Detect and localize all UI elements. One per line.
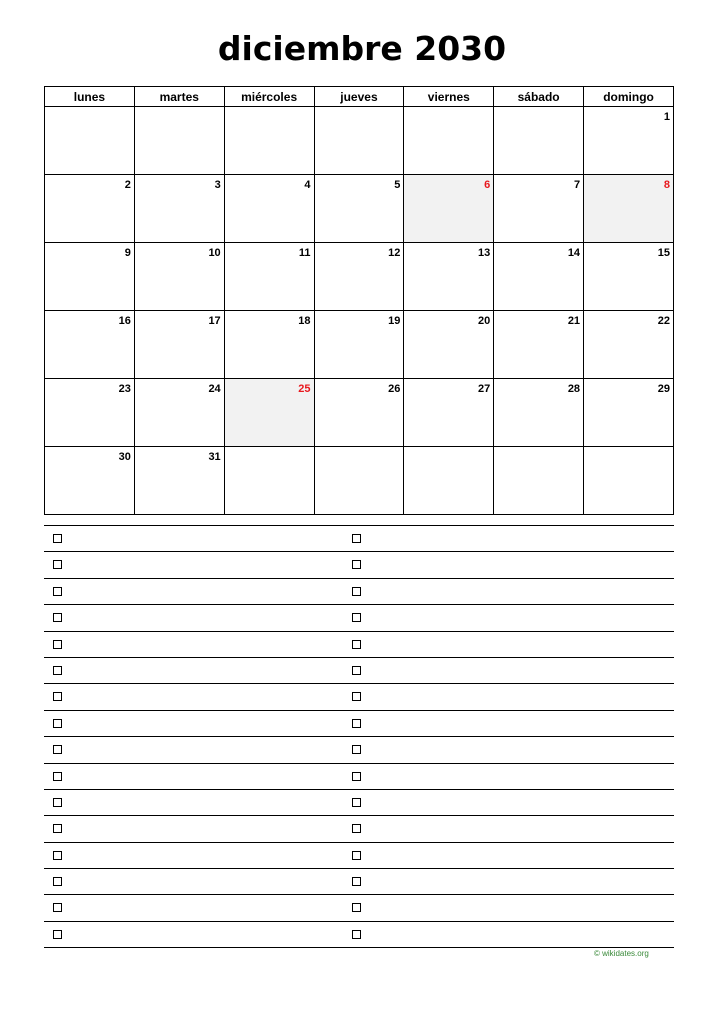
note-row	[44, 815, 674, 841]
empty-day-cell	[494, 447, 584, 515]
day-cell	[494, 243, 584, 311]
empty-day-cell	[404, 107, 494, 175]
checkbox-icon[interactable]	[352, 772, 361, 781]
weekday-header-row	[45, 87, 674, 107]
day-number: 7	[573, 179, 581, 191]
note-row	[44, 710, 674, 736]
weekday-header: miércoles	[224, 87, 314, 107]
checkbox-icon[interactable]	[53, 640, 62, 649]
day-cell	[584, 243, 674, 311]
day-cell	[404, 175, 494, 243]
day-number: 20	[477, 315, 491, 327]
day-number: 4	[304, 179, 311, 191]
day-cell	[134, 175, 224, 243]
checkbox-icon[interactable]	[53, 587, 62, 596]
notes-checklist	[44, 525, 674, 948]
checkbox-icon[interactable]	[53, 745, 62, 754]
day-cell	[494, 311, 584, 379]
week-row	[45, 175, 674, 243]
day-cell	[45, 379, 135, 447]
day-cell	[494, 379, 584, 447]
checkbox-icon[interactable]	[352, 692, 361, 701]
note-row	[44, 868, 674, 894]
day-number: 28	[567, 383, 581, 395]
day-number: 12	[388, 247, 401, 259]
checkbox-icon[interactable]	[352, 534, 361, 543]
day-number: 23	[118, 383, 131, 395]
checkbox-icon[interactable]	[352, 587, 361, 596]
empty-day-cell	[584, 447, 674, 515]
day-number: 31	[208, 451, 221, 463]
empty-day-cell	[224, 447, 314, 515]
empty-day-cell	[314, 447, 404, 515]
day-cell	[584, 379, 674, 447]
checkbox-icon[interactable]	[352, 613, 361, 622]
note-row	[44, 657, 674, 683]
day-number: 29	[657, 383, 670, 395]
checkbox-icon[interactable]	[53, 772, 62, 781]
weekday-header: martes	[134, 87, 224, 107]
checkbox-icon[interactable]	[53, 930, 62, 939]
empty-day-cell	[494, 107, 584, 175]
checkbox-icon[interactable]	[352, 851, 361, 860]
checkbox-icon[interactable]	[53, 560, 62, 569]
day-number: 11	[298, 247, 311, 259]
day-number: 24	[208, 383, 221, 395]
note-row	[44, 894, 674, 920]
weekday-header: jueves	[314, 87, 404, 107]
day-number: 5	[394, 179, 401, 191]
day-cell	[134, 243, 224, 311]
day-number: 6	[484, 179, 491, 191]
day-number: 30	[118, 451, 131, 463]
checkbox-icon[interactable]	[352, 560, 361, 569]
checkbox-icon[interactable]	[352, 824, 361, 833]
day-cell	[494, 175, 584, 243]
day-number: 17	[208, 315, 221, 327]
day-cell	[584, 175, 674, 243]
checkbox-icon[interactable]	[53, 692, 62, 701]
day-cell	[224, 379, 314, 447]
day-cell	[224, 175, 314, 243]
week-row	[45, 447, 674, 515]
note-row	[44, 921, 674, 948]
checkbox-icon[interactable]	[53, 534, 62, 543]
day-number: 14	[567, 247, 581, 259]
day-cell	[224, 243, 314, 311]
checkbox-icon[interactable]	[53, 798, 62, 807]
day-cell	[45, 447, 135, 515]
note-row	[44, 763, 674, 789]
day-number: 19	[388, 315, 401, 327]
empty-day-cell	[45, 107, 135, 175]
day-cell	[224, 311, 314, 379]
empty-day-cell	[134, 107, 224, 175]
day-number: 25	[298, 383, 311, 395]
checkbox-icon[interactable]	[352, 877, 361, 886]
day-cell	[404, 243, 494, 311]
note-row	[44, 789, 674, 815]
day-number: 27	[477, 383, 491, 395]
week-row	[45, 243, 674, 311]
note-row	[44, 736, 674, 762]
day-cell	[584, 107, 674, 175]
weekday-header: sábado	[494, 87, 584, 107]
note-row	[44, 683, 674, 709]
checkbox-icon[interactable]	[53, 903, 62, 912]
footer-credit: © wikidates.org	[594, 949, 649, 958]
day-number: 26	[388, 383, 401, 395]
note-row	[44, 604, 674, 630]
day-number: 18	[298, 315, 311, 327]
note-row	[44, 551, 674, 577]
checkbox-icon[interactable]	[352, 666, 361, 675]
day-number: 10	[208, 247, 221, 259]
checkbox-icon[interactable]	[53, 666, 62, 675]
day-cell	[404, 311, 494, 379]
day-number: 21	[567, 315, 581, 327]
weekday-header: domingo	[584, 87, 674, 107]
checkbox-icon[interactable]	[352, 798, 361, 807]
checkbox-icon[interactable]	[352, 903, 361, 912]
weekday-header: lunes	[45, 87, 135, 107]
weekday-header: viernes	[404, 87, 494, 107]
checkbox-icon[interactable]	[53, 824, 62, 833]
day-cell	[314, 379, 404, 447]
day-cell	[45, 311, 135, 379]
calendar-grid	[45, 107, 674, 515]
day-cell	[584, 311, 674, 379]
day-cell	[45, 175, 135, 243]
checkbox-icon[interactable]	[352, 930, 361, 939]
checkbox-icon[interactable]	[352, 719, 361, 728]
checkbox-icon[interactable]	[53, 613, 62, 622]
day-cell	[134, 379, 224, 447]
day-number: 16	[118, 315, 131, 327]
day-number: 2	[124, 179, 131, 191]
day-number: 13	[477, 247, 491, 259]
day-number: 3	[214, 179, 221, 191]
month-calendar	[44, 86, 674, 515]
empty-day-cell	[314, 107, 404, 175]
day-cell	[314, 243, 404, 311]
note-row	[44, 525, 674, 551]
day-number: 1	[663, 111, 670, 123]
day-cell	[134, 447, 224, 515]
day-cell	[134, 311, 224, 379]
day-cell	[314, 311, 404, 379]
calendar-title: diciembre 2030	[217, 29, 507, 68]
day-cell	[314, 175, 404, 243]
day-number: 22	[657, 315, 670, 327]
day-number: 9	[124, 247, 131, 259]
empty-day-cell	[404, 447, 494, 515]
day-number: 8	[663, 179, 670, 191]
note-row	[44, 631, 674, 657]
note-row	[44, 842, 674, 868]
week-row	[45, 107, 674, 175]
week-row	[45, 311, 674, 379]
checkbox-icon[interactable]	[53, 851, 62, 860]
checkbox-icon[interactable]	[352, 745, 361, 754]
empty-day-cell	[224, 107, 314, 175]
day-number: 15	[657, 247, 670, 259]
checkbox-icon[interactable]	[53, 877, 62, 886]
day-cell	[404, 379, 494, 447]
checkbox-icon[interactable]	[53, 719, 62, 728]
checkbox-icon[interactable]	[352, 640, 361, 649]
note-row	[44, 578, 674, 604]
week-row	[45, 379, 674, 447]
day-cell	[45, 243, 135, 311]
